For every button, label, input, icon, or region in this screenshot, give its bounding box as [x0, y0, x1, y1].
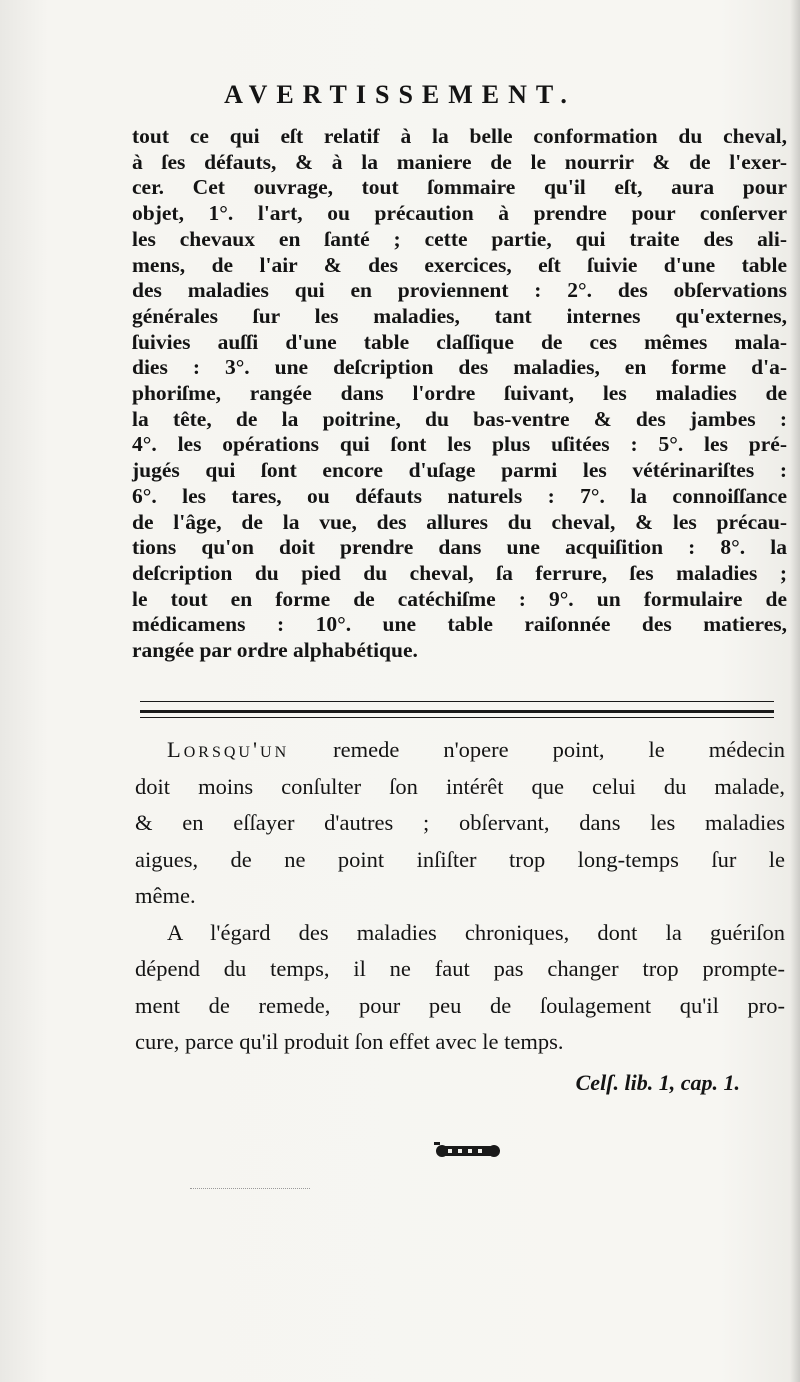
text-fragment: remede n'opere point, le médecin	[289, 737, 785, 762]
text-line: des maladies qui en proviennent : 2°. des obſervations	[132, 278, 787, 303]
text-line: 6°. les tares, ou défauts naturels : 7°. la connoiſſance	[132, 483, 787, 508]
text-line: doit moins conſulter ſon intérêt que celui du malade,	[135, 773, 785, 799]
lead-word: Lorsqu'un	[167, 737, 290, 762]
text-line: A l'égard des maladies chroniques, dont la guériſon	[167, 919, 785, 945]
divider-rule	[140, 717, 774, 718]
text-line	[135, 732, 785, 769]
text-line: ſuivies auſſi d'une table claſſique de ces mêmes mala-	[132, 329, 787, 354]
divider-rule-thick	[140, 710, 774, 713]
text-line: dies : 3°. une deſcription des maladies, en forme d'a-	[132, 355, 787, 380]
text-line: à ſes défauts, & à la maniere de le nourrir & de l'exer-	[132, 149, 787, 174]
text-line: rangée par ordre alphabétique.	[132, 638, 418, 663]
text-line: dépend du temps, il ne faut pas changer trop prompte-	[135, 956, 785, 981]
divider-rule	[140, 701, 774, 702]
page-edge-shadow	[790, 0, 800, 1382]
text-line: jugés qui ſont encore d'uſage parmi les vétérinariſtes :	[132, 458, 787, 483]
text-line: deſcription du pied du cheval, ſa ferrure, ſes maladies ;	[132, 560, 787, 585]
paragraph-1	[132, 124, 787, 664]
text-line: phoriſme, rangée dans l'ordre ſuivant, les maladies de	[132, 381, 787, 406]
text-line: tions qu'on doit prendre dans une acquiſition : 8°. la	[132, 535, 787, 560]
text-line: médicamens : 10°. une table raiſonnée des matieres,	[132, 612, 787, 637]
text-line: les chevaux en ſanté ; cette partie, qui traite des ali-	[132, 226, 787, 251]
text-line: même.	[135, 883, 196, 908]
text-line: 4°. les opérations qui ſont les plus uſitées : 5°. les pré-	[132, 432, 787, 457]
text-line: la tête, de la poitrine, du bas-ventre & des jambes :	[132, 406, 787, 431]
text-line: aigues, de ne point inſiſter trop long-temps ſur le	[135, 846, 785, 872]
text-line: & en eſſayer d'autres ; obſervant, dans les maladies	[135, 810, 785, 835]
page-title: AVERTISSEMENT.	[224, 80, 576, 109]
faint-dots	[190, 1188, 310, 1193]
text-line: cer. Cet ouvrage, tout ſommaire qu'il eſt, aura pour	[132, 175, 787, 200]
paragraph-2	[135, 732, 785, 1061]
text-line: ment de remede, pour peu de ſoulagement qu'il pro-	[135, 992, 785, 1018]
printer-ornament-icon	[432, 1140, 504, 1166]
citation: Celſ. lib. 1, cap. 1.	[575, 1070, 740, 1095]
text-line: cure, parce qu'il produit ſon effet avec le temps.	[135, 1029, 564, 1054]
text-line: objet, 1°. l'art, ou précaution à prendre pour conſerver	[132, 201, 787, 226]
text-line: de l'âge, de la vue, des allures du cheval, & les précau-	[132, 509, 787, 534]
text-line: générales ſur les maladies, tant internes qu'externes,	[132, 303, 787, 328]
text-line: mens, de l'air & des exercices, eſt ſuivie d'une table	[132, 252, 787, 277]
text-line: tout ce qui eſt relatif à la belle conformation du cheval,	[132, 124, 787, 148]
text-line: le tout en forme de catéchiſme : 9°. un formulaire de	[132, 586, 787, 611]
